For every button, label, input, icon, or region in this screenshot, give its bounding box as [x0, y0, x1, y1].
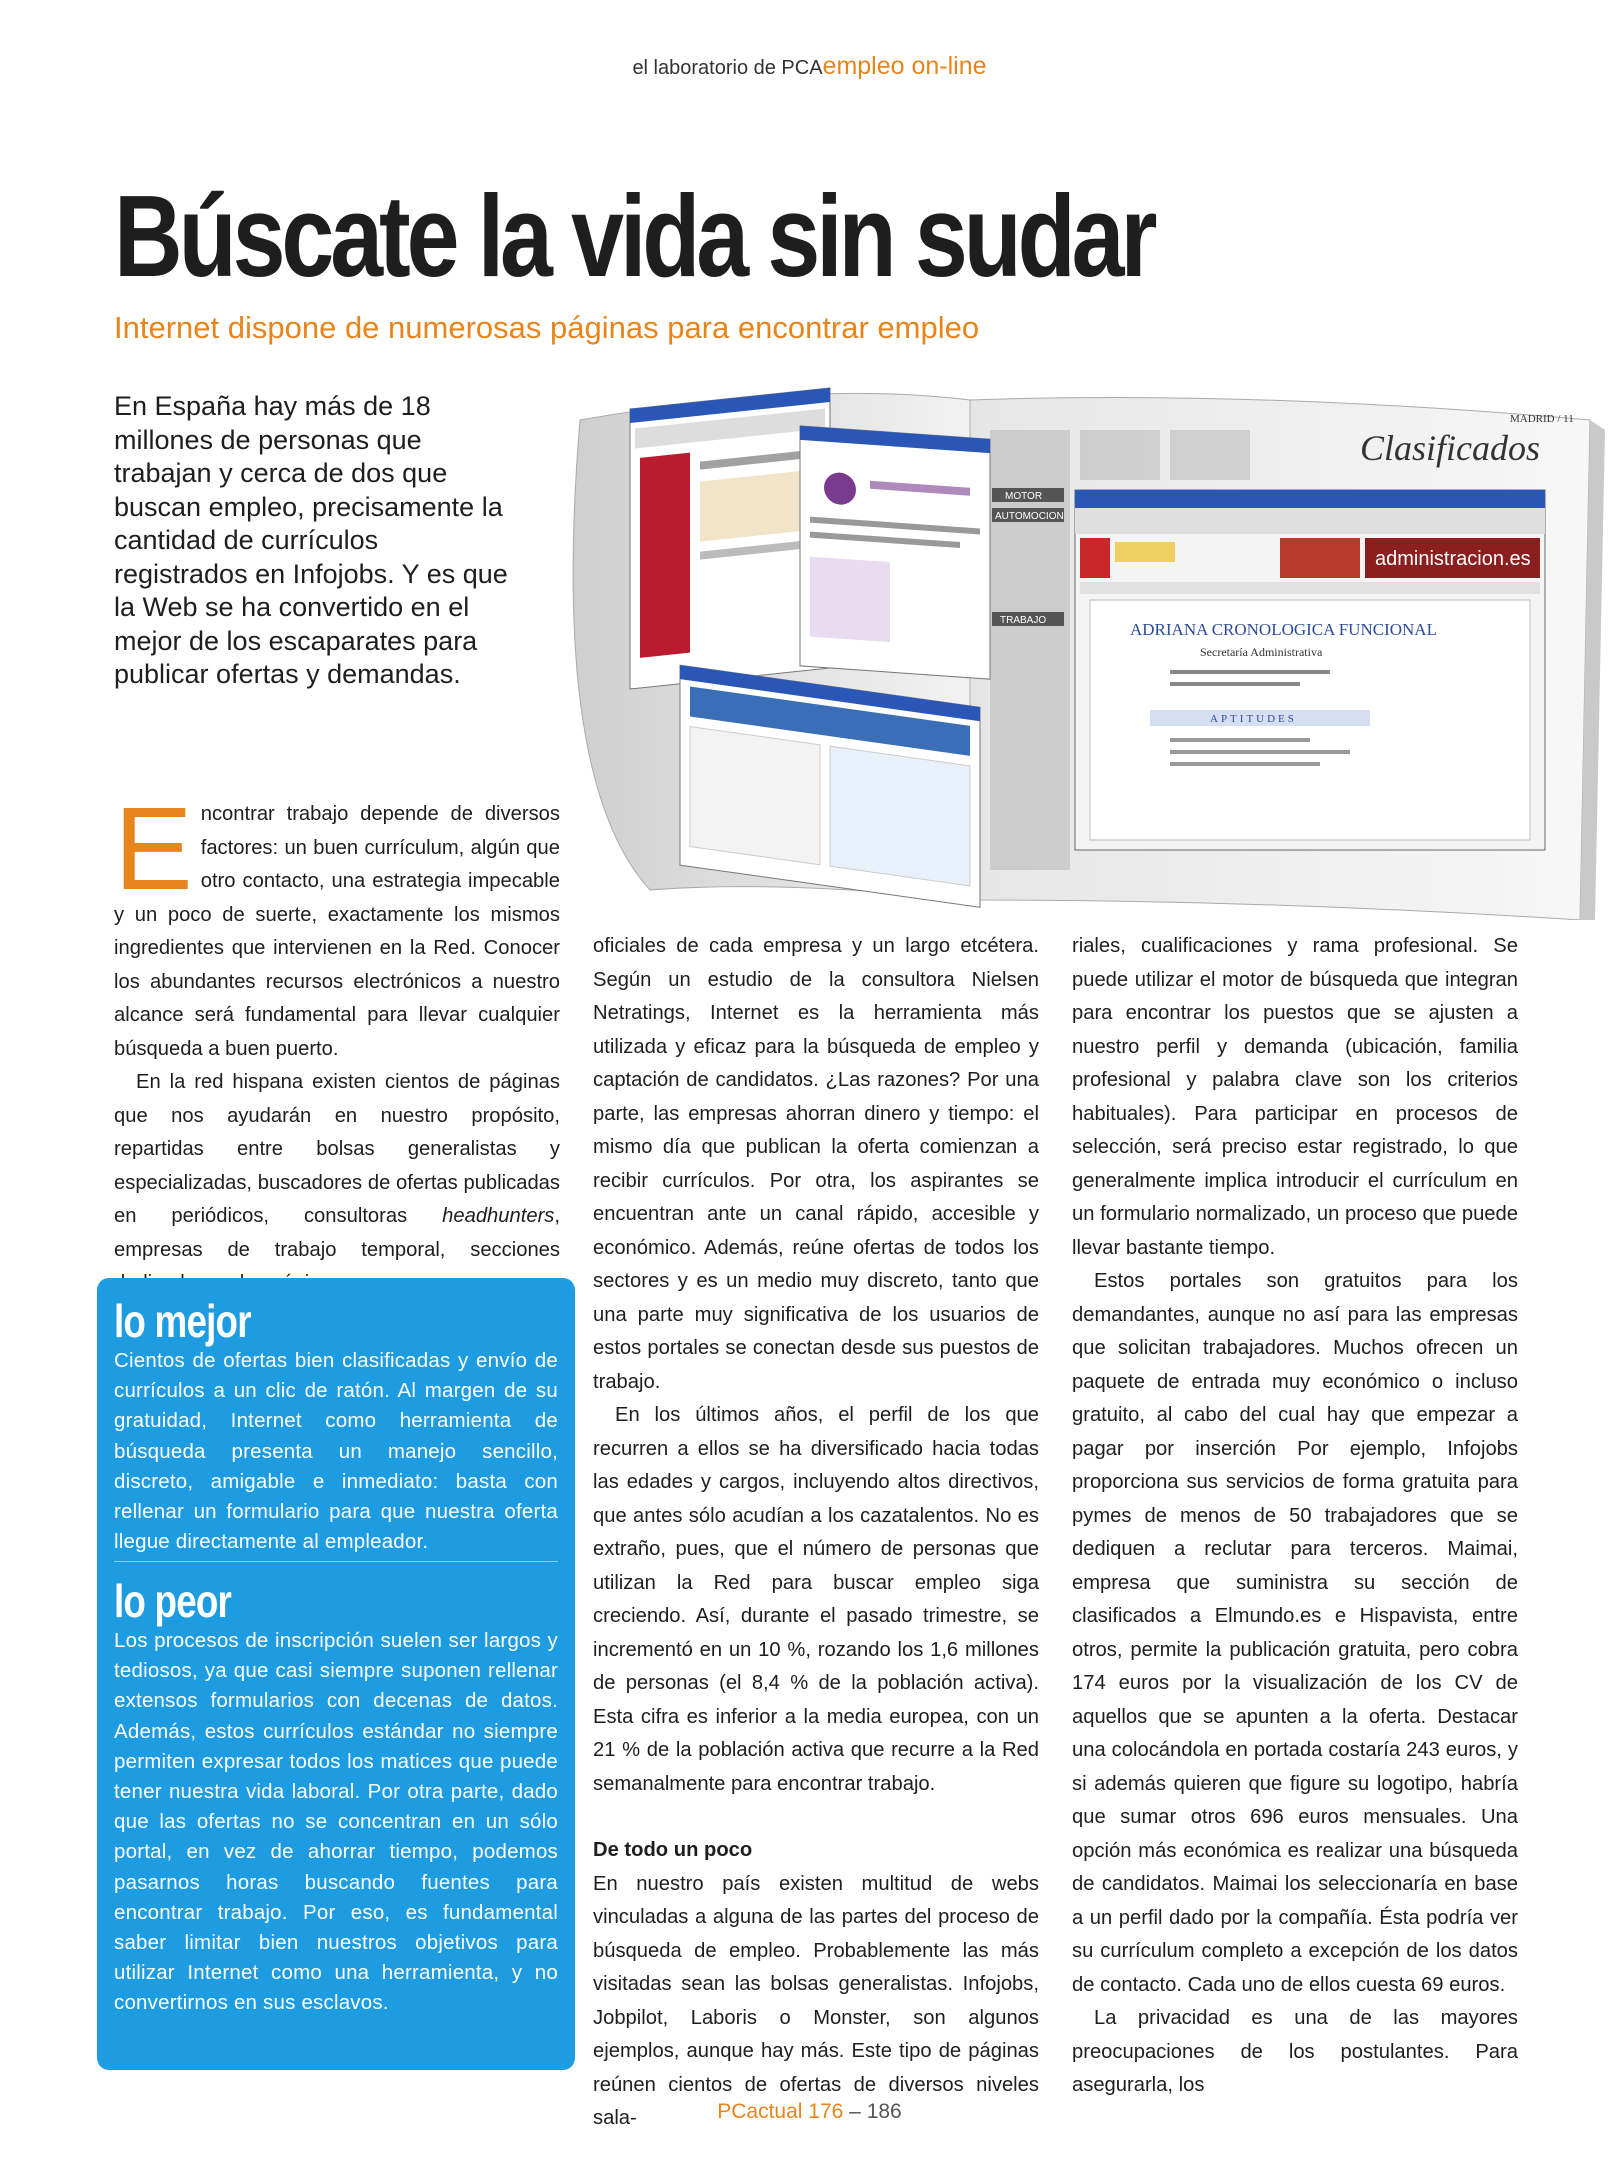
drop-cap: E: [114, 783, 193, 915]
article-lead: En España hay más de 18 millones de personas que trabajan y cerca de dos que buscan empleo, precisamente la cantidad de currículos registrados en Infojobs. Y es que la Web se ha convertido en el mejor de los escaparates para publicar ofertas y demandas.: [114, 391, 508, 689]
header-prefix: el laboratorio de PCA: [632, 57, 823, 79]
pros-cons-box: [97, 1278, 575, 2070]
newspaper-photo: [430, 360, 1610, 920]
best-title: lo mejor: [114, 1295, 251, 1347]
page-header: [0, 52, 1619, 81]
worst-title: lo peor: [114, 1575, 232, 1627]
photo-site-name: administracion.es: [1375, 548, 1531, 570]
col3-paragraph-2: Estos portales son gratuitos para los demandantes, aunque no así para las empresas que solicitan trabajadores. Muchos ofrecen un paquete de entrada muy económico o incluso gratuito, al cabo del cual hay que empezar a pagar por inserción Por ejemplo, Infojobs proporciona sus servicios de forma gratuita para pymes de menos de 50 trabajadores que se dediquen a reclutar para terceros. Maimai, empresa que suministra su sección de clasificados a Elmundo.es e Hispavista, entre otros, permite la publicación gratuita, pero cobra 174 euros por la visualización de los CV de aquellos que se apunten a la oferta. Destacar una colocándola en portada costaría 243 euros, y si además quieren que figure su logotipo, habría que sumar otros 696 euros mensuales. Una opción más económica es realizar una búsqueda de candidatos. Maimai los seleccionaría en base a un perfil dado por la compañía. Ésta podría ver su currículum completo a excepción de los datos de contacto. Cada uno de ellos cuesta 69 euros.: [1072, 1270, 1518, 1996]
photo-newspaper-heading: Clasificados: [1360, 428, 1541, 468]
headhunters-term: headhunters: [442, 1205, 555, 1227]
photo-newspaper-city: MADRID / 11: [1510, 413, 1574, 425]
col3-paragraph-1: riales, cualificaciones y rama profesional. Se puede utilizar el motor de búsqueda que integran para encontrar los puestos que se ajusten a nuestro perfil y demanda (ubicación, familia profesional y palabra clave son los criterios habituales). Para participar en procesos de selección, será preciso estar registrado, lo que generalmente implica introducir el currículum en un formulario normalizado, un proceso que puede llevar bastante tiempo.: [1072, 935, 1518, 1259]
col1-paragraph-1: ncontrar trabajo depende de diversos factores: un buen currículum, algún que otro contacto, una estrategia impecable y un poco de suerte, exactamente los mismos ingredientes que intervienen en la Red. Conocer los abundantes recursos electrónicos a nuestro alcance será fundamental para llevar cualquier búsqueda a buen puerto.: [114, 803, 560, 1060]
photo-side-label-3: TRABAJO: [1000, 615, 1047, 626]
footer-brand: PCactual 176: [717, 2100, 844, 2123]
page-footer: [0, 2100, 1619, 2124]
photo-cv-heading: ADRIANA CRONOLOGICA FUNCIONAL: [1130, 620, 1437, 639]
article-subtitle: Internet dispone de numerosas páginas para encontrar empleo: [114, 310, 980, 345]
col2-paragraph-2: En los últimos años, el perfil de los que recurren a ellos se ha diversificado hacia todas las edades y cargos, incluyendo altos directivos, que antes sólo acudían a los cazatalentos. No es extraño, pues, que el número de personas que utilizan la Red para buscar empleo siga creciendo. Así, durante el pasado trimestre, se incrementó en un 10 %, rozando los 1,6 millones de personas (el 8,4 % de la población activa). Esta cifra es inferior a la media europea, con un 21 % de la población activa que recurre a la Red semanalmente para encontrar trabajo.: [593, 1404, 1039, 1795]
article-title: Búscate la vida sin sudar: [114, 171, 1154, 301]
col2-paragraph-1: oficiales de cada empresa y un largo etcétera. Según un estudio de la consultora Nielsen Netratings, Internet es la herramienta más utilizada y eficaz para la búsqueda de empleo y captación de candidatos. ¿Las razones? Por una parte, las empresas ahorran dinero y tiempo: el mismo día que publican la oferta comienzan a recibir currículos. Por otra, los aspirantes se encuentran ante un canal rápido, accesible y económico. Además, reúne ofertas de todos los sectores y es un medio muy discreto, tanto que una parte muy significativa de los usuarios de estos portales se conectan desde sus puestos de trabajo.: [593, 935, 1039, 1393]
footer-page-number: – 186: [843, 2100, 902, 2123]
photo-side-label-1: MOTOR: [1005, 491, 1043, 502]
article-column-1: [114, 783, 560, 1301]
col2-paragraph-3: En nuestro país existen multitud de webs vinculadas a alguna de las partes del proceso de búsqueda de empleo. Probablemente las más visitadas sean las bolsas generalistas. Infojobs, Jobpilot, Laboris o Monster, son algunos ejemplos, aunque hay más. Este tipo de páginas reúnen cientos de ofertas de diversos niveles sala-: [593, 1872, 1039, 2129]
col2-subhead: De todo un poco: [593, 1839, 753, 1861]
photo-side-label-2: AUTOMOCION: [995, 511, 1064, 522]
col1-paragraph-2: En la red hispana existen cientos de páginas que nos ayudarán en nuestro propósito, repartidas entre bolsas generalistas y especializadas, buscadores de ofertas publicadas en periódicos, consultoras headhunters, empresas de trabajo temporal, secciones: [114, 1071, 560, 1261]
article-column-3: [1072, 930, 1518, 2103]
photo-cv-section: APTITUDES: [1210, 713, 1297, 725]
col3-paragraph-3: La privacidad es una de las mayores preocupaciones de los postulantes. Para asegurarla, los: [1072, 2007, 1518, 2096]
box-divider: [114, 1561, 558, 1562]
best-text: Cientos de ofertas bien clasificadas y envío de currículos a un clic de ratón. Al margen de su gratuidad, Internet como herramienta de búsqueda presenta un manejo sencillo, discreto, amigable e inmediato: basta con rellenar un formulario para que nuestra oferta llegue directamente al empleador.: [114, 1349, 558, 1554]
header-section: empleo on-line: [822, 52, 987, 80]
article-column-2: [593, 930, 1039, 2136]
worst-text: Los procesos de inscripción suelen ser largos y tediosos, ya que casi siempre suponen rellenar extensos formularios con decenas de datos. Además, estos currículos estándar no siempre permiten expresar todos los matices que puede tener nuestra vida laboral. Por otra parte, dado que las ofertas no se concentran en un sólo portal, en vez de ahorrar tiempo, podemos pasarnos horas buscando fuentes para encontrar trabajo. Por eso, es fundamental saber limitar bien nuestros objetivos para utilizar Internet como una herramienta, y no convertirnos en sus esclavos.: [114, 1629, 558, 2015]
photo-cv-sub: Secretaría Administrativa: [1200, 645, 1323, 659]
